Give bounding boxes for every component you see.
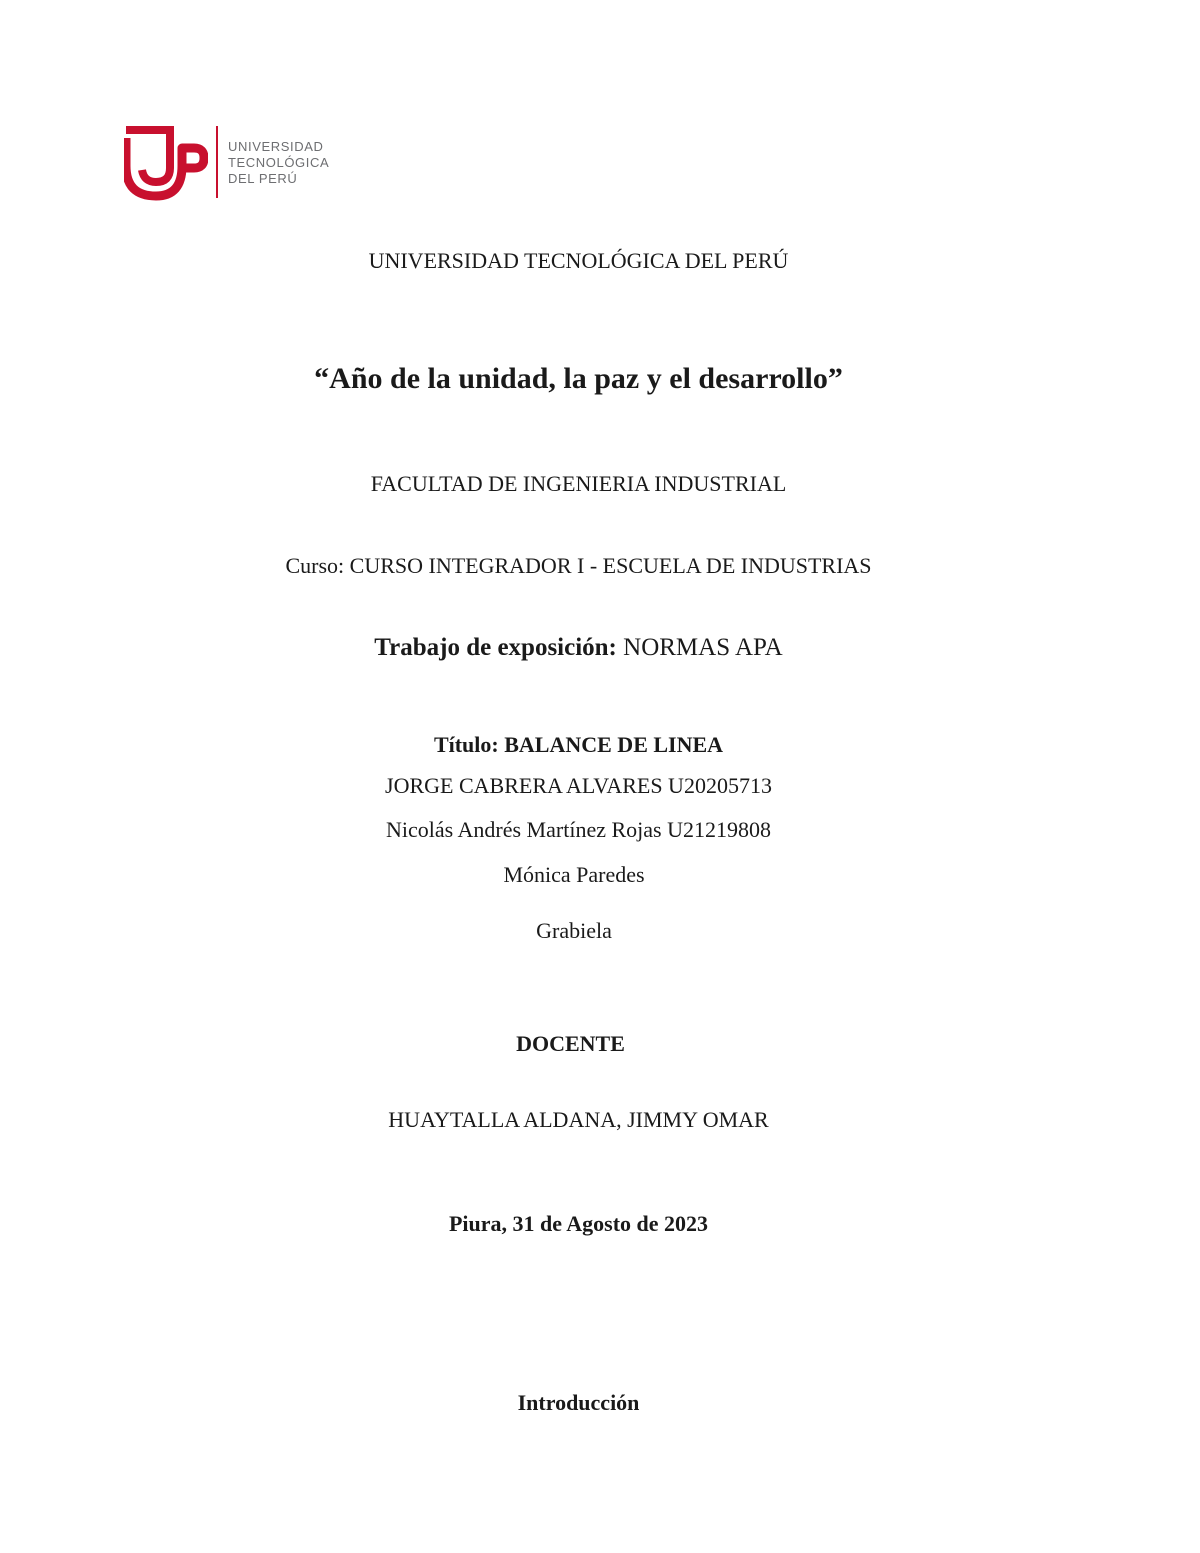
author-2: Nicolás Andrés Martínez Rojas U21219808 <box>386 817 771 842</box>
work-label: Trabajo de exposición: <box>374 634 617 661</box>
title-line <box>0 732 1157 758</box>
author-4: Grabiela <box>536 918 612 943</box>
utp-logo-icon <box>124 126 208 202</box>
course-line <box>0 553 1157 579</box>
utp-logo <box>124 126 354 202</box>
logo-line-3: DEL PERÚ <box>228 171 298 186</box>
place-date: Piura, 31 de Agosto de 2023 <box>448 1211 709 1236</box>
course-label: Curso: <box>285 553 345 578</box>
faculty-name: FACULTAD DE INGENIERIA INDUSTRIAL <box>370 471 787 496</box>
work-value: NORMAS APA <box>623 634 783 661</box>
teacher-name: HUAYTALLA ALDANA, JIMMY OMAR <box>388 1107 769 1132</box>
author-1: JORGE CABRERA ALVARES U20205713 <box>385 773 772 798</box>
work-line <box>0 634 1157 662</box>
logo-line-1: UNIVERSIDAD <box>228 139 324 154</box>
course-value: CURSO INTEGRADOR I - ESCUELA DE INDUSTRIAS <box>349 553 872 578</box>
title-value: BALANCE DE LINEA <box>504 732 724 757</box>
title-label: Título: <box>433 732 499 757</box>
intro-heading: Introducción <box>517 1390 640 1415</box>
author-3: Mónica Paredes <box>503 862 645 887</box>
year-motto: “Año de la unidad, la paz y el desarrollo” <box>314 362 843 395</box>
teacher-heading: DOCENTE <box>516 1031 625 1056</box>
logo-line-2: TECNOLÓGICA <box>228 155 330 170</box>
logo-wordmark <box>228 139 329 187</box>
logo-divider <box>216 126 218 198</box>
university-name: UNIVERSIDAD TECNOLÓGICA DEL PERÚ <box>368 248 789 273</box>
